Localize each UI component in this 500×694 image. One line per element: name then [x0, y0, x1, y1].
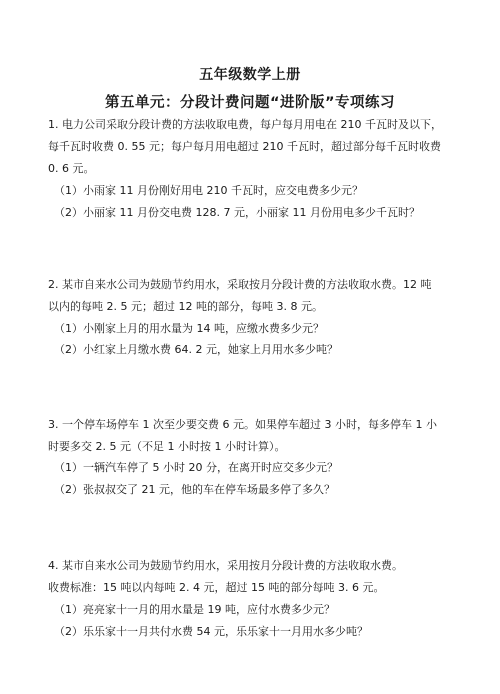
- problem-4-question-2: （2）乐乐家十一月共付水费 54 元，乐乐家十一月用水多少吨？: [54, 625, 368, 638]
- problem-1-line-3: 0. 6 元。: [48, 162, 95, 175]
- problem-2-line-2: 以内的每吨 2. 5 元；超过 12 吨的部分，每吨 3. 8 元。: [48, 300, 323, 313]
- problem-4-line-1: 4. 某市自来水公司为鼓励节约用水，采用按月分段计费的方法收取水费。: [48, 559, 403, 572]
- problem-3-question-2: （2）张叔叔交了 21 元，他的车在停车场最多停了多久？: [54, 483, 335, 496]
- problem-3-question-1: （1）一辆汽车停了 5 小时 20 分，在离开时应交多少元？: [54, 461, 338, 474]
- problem-1-line-2: 每千瓦时收费 0. 55 元；每户每月用电超过 210 千瓦时，超过部分每千瓦时收费: [48, 140, 441, 153]
- page-title: 五年级数学上册: [199, 67, 301, 83]
- problem-1-line-1: 1. 电力公司采取分段计费的方法收取电费，每户每月用电在 210 千瓦时及以下，: [48, 118, 442, 131]
- problem-1-question-2: （2）小丽家 11 月份交电费 128. 7 元，小丽家 11 月份用电多少千瓦时？: [54, 206, 420, 219]
- problem-4-line-2: 收费标准：15 吨以内每吨 2. 4 元，超过 15 吨的部分每吨 3. 6 元。: [48, 581, 385, 594]
- problem-4-question-1: （1）亮亮家十一月的用水量是 19 吨，应付水费多少元？: [54, 603, 335, 616]
- problem-2-question-1: （1）小刚家上月的用水量为 14 吨，应缴水费多少元？: [54, 322, 324, 335]
- problem-2-question-2: （2）小红家上月缴水费 64. 2 元，她家上月用水多少吨？: [54, 343, 338, 356]
- problem-2-line-1: 2. 某市自来水公司为鼓励节约用水，采取按月分段计费的方法收取水费。12 吨: [48, 278, 432, 291]
- problem-3-line-2: 时要多交 2. 5 元（不足 1 小时按 1 小时计算）。: [48, 440, 286, 453]
- problem-3-line-1: 3. 一个停车场停车 1 次至少要交费 6 元。如果停车超过 3 小时，每多停车 1 小: [48, 418, 437, 431]
- page-subtitle: 第五单元：分段计费问题“进阶版”专项练习: [104, 95, 396, 111]
- problem-1-question-1: （1）小雨家 11 月份刚好用电 210 千瓦时，应交电费多少元？: [54, 184, 363, 197]
